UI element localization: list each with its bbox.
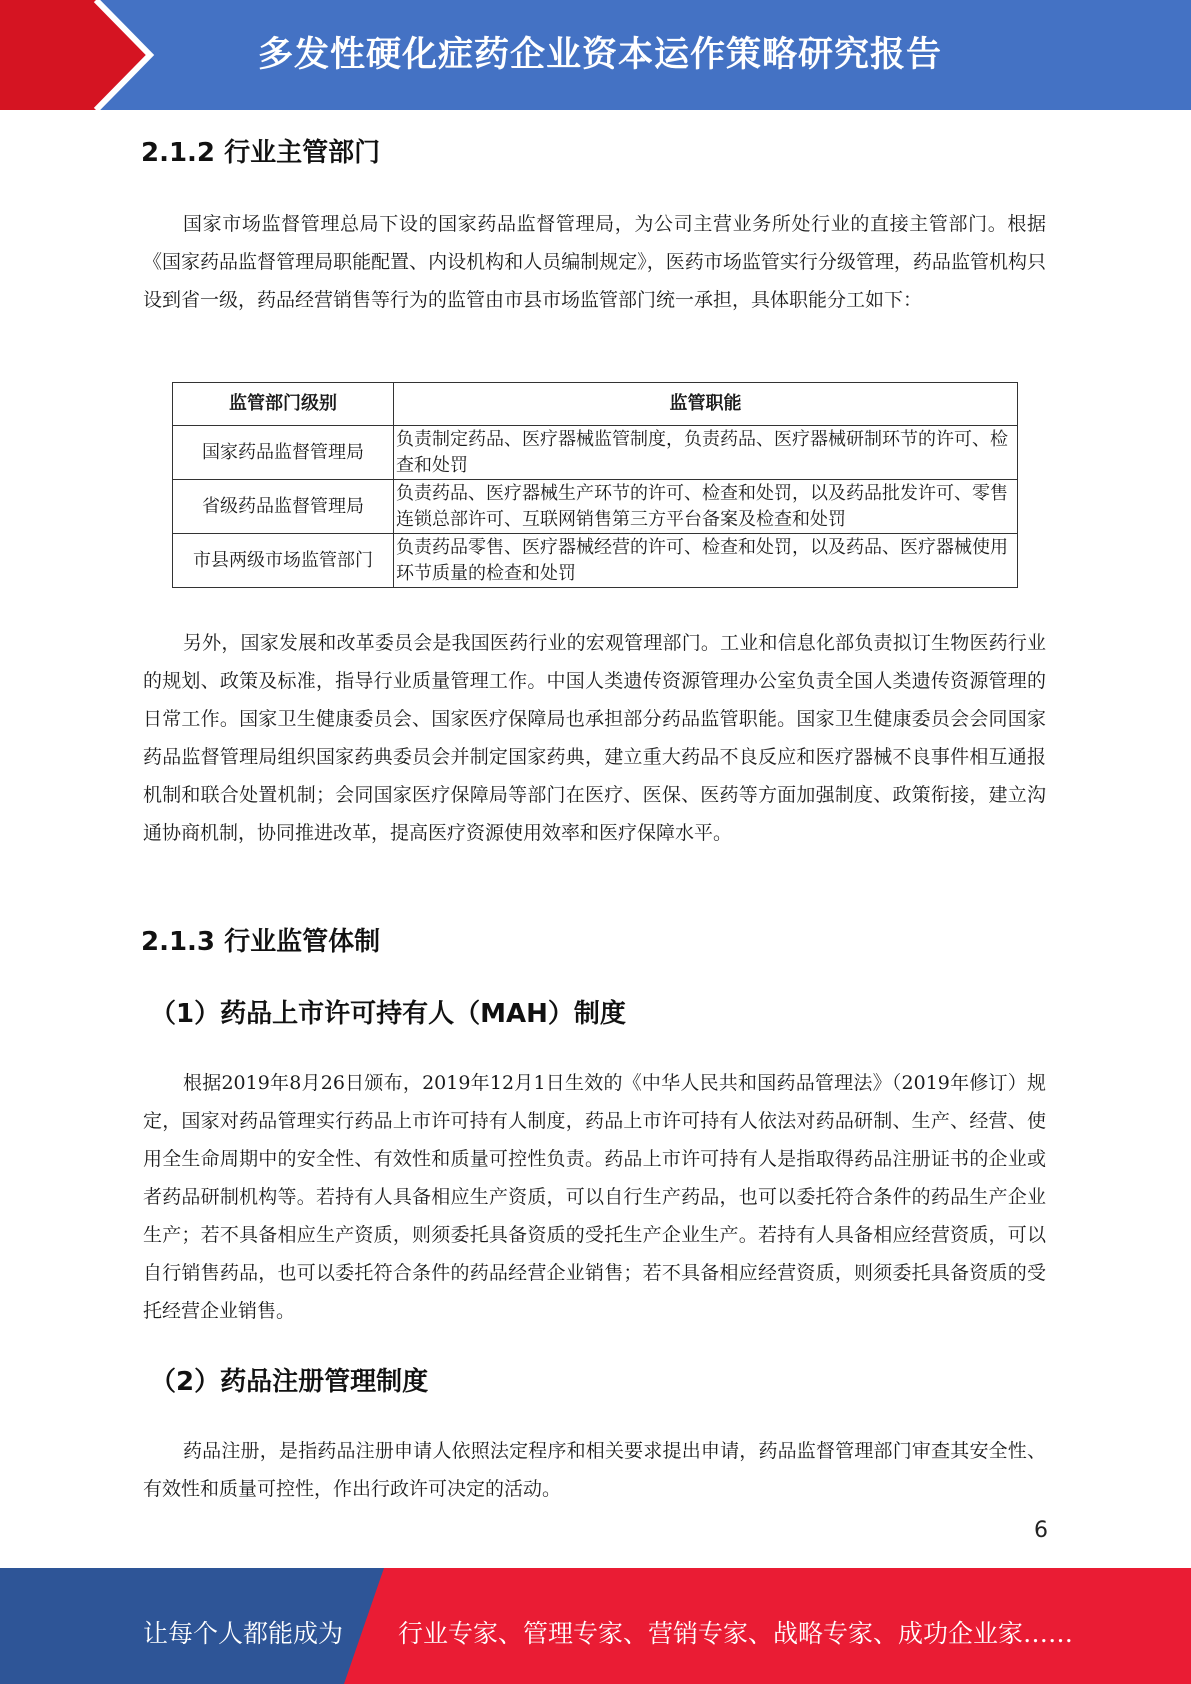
- paragraph-regulator-intro: 国家市场监督管理总局下设的国家药品监督管理局，为公司主营业务所处行业的直接主管部门。根据《国家药品监督管理局职能配置、内设机构和人员编制规定》，医药市场监管实行分级管理，药品监管机构只设到省一级，药品经营销售等行为的监管由市县市场监管部门统一承担，具体职能分工如下：: [143, 213, 1046, 311]
- paragraph-other-regulators: 另外，国家发展和改革委员会是我国医药行业的宏观管理部门。工业和信息化部负责拟订生物医药行业的规划、政策及标准，指导行业质量管理工作。中国人类遗传资源管理办公室负责全国人类遗传资源管理的日常工作。国家卫生健康委员会、国家医疗保障局也承担部分药品监管职能。国家卫生健康委员会会同国家药品监督管理局组织国家药典委员会并制定国家药典，建立重大药品不良反应和医疗器械不良事件相互通报机制和联合处置机制；会同国家医疗保障局等部门在医疗、医保、医药等方面加强制度、政策衔接，建立沟通协商机制，协同推进改革，提高医疗资源使用效率和医疗保障水平。: [143, 632, 1046, 844]
- subsection-heading-mah: （1）药品上市许可持有人（MAH）制度: [150, 999, 626, 1029]
- table-row: [173, 426, 1018, 480]
- table-cell-level: 市县两级市场监管部门: [173, 534, 394, 588]
- table-row: [173, 480, 1018, 534]
- table-header-function: 监管职能: [394, 383, 1018, 426]
- table-cell-function: 负责制定药品、医疗器械监管制度，负责药品、医疗器械研制环节的许可、检查和处罚: [394, 426, 1018, 480]
- table-cell-function: 负责药品零售、医疗器械经营的许可、检查和处罚，以及药品、医疗器械使用环节质量的检查和处罚: [394, 534, 1018, 588]
- section-heading-2-1-3: 2.1.3 行业监管体制: [141, 927, 381, 957]
- table-header-row: [173, 383, 1018, 426]
- report-title: 多发性硬化症药企业资本运作策略研究报告: [258, 35, 943, 75]
- footer-slogan-right: 行业专家、管理专家、营销专家、战略专家、成功企业家……: [398, 1619, 1074, 1648]
- table-header-level: 监管部门级别: [173, 383, 394, 426]
- subsection-heading-registration: （2）药品注册管理制度: [150, 1367, 429, 1397]
- table-cell-level: 省级药品监督管理局: [173, 480, 394, 534]
- footer-banner: [0, 1568, 1191, 1684]
- header-banner: [0, 0, 1191, 110]
- paragraph-registration: 药品注册，是指药品注册申请人依照法定程序和相关要求提出申请，药品监督管理部门审查其安全性、有效性和质量可控性，作出行政许可决定的活动。: [143, 1440, 1046, 1500]
- footer-slogan-left: 让每个人都能成为: [143, 1619, 344, 1648]
- table-cell-level: 国家药品监督管理局: [173, 426, 394, 480]
- page-number: 6: [1034, 1518, 1048, 1543]
- section-heading-2-1-2: 2.1.2 行业主管部门: [141, 138, 381, 168]
- table-row: [173, 534, 1018, 588]
- table-cell-function: 负责药品、医疗器械生产环节的许可、检查和处罚，以及药品批发许可、零售连锁总部许可、互联网销售第三方平台备案及检查和处罚: [394, 480, 1018, 534]
- paragraph-mah: 根据2019年8月26日颁布，2019年12月1日生效的《中华人民共和国药品管理法》（2019年修订）规定，国家对药品管理实行药品上市许可持有人制度，药品上市许可持有人依法对药品研制、生产、经营、使用全生命周期中的安全性、有效性和质量可控性负责。药品上市许可持有人是指取得药品注册证书的企业或者药品研制机构等。若持有人具备相应生产资质，可以自行生产药品，也可以委托符合条件的药品生产企业生产；若不具备相应生产资质，则须委托具备资质的受托生产企业生产。若持有人具备相应经营资质，可以自行销售药品，也可以委托符合条件的药品经营企业销售；若不具备相应经营资质，则须委托具备资质的受托经营企业销售。: [143, 1072, 1046, 1322]
- regulator-table: [172, 382, 1018, 588]
